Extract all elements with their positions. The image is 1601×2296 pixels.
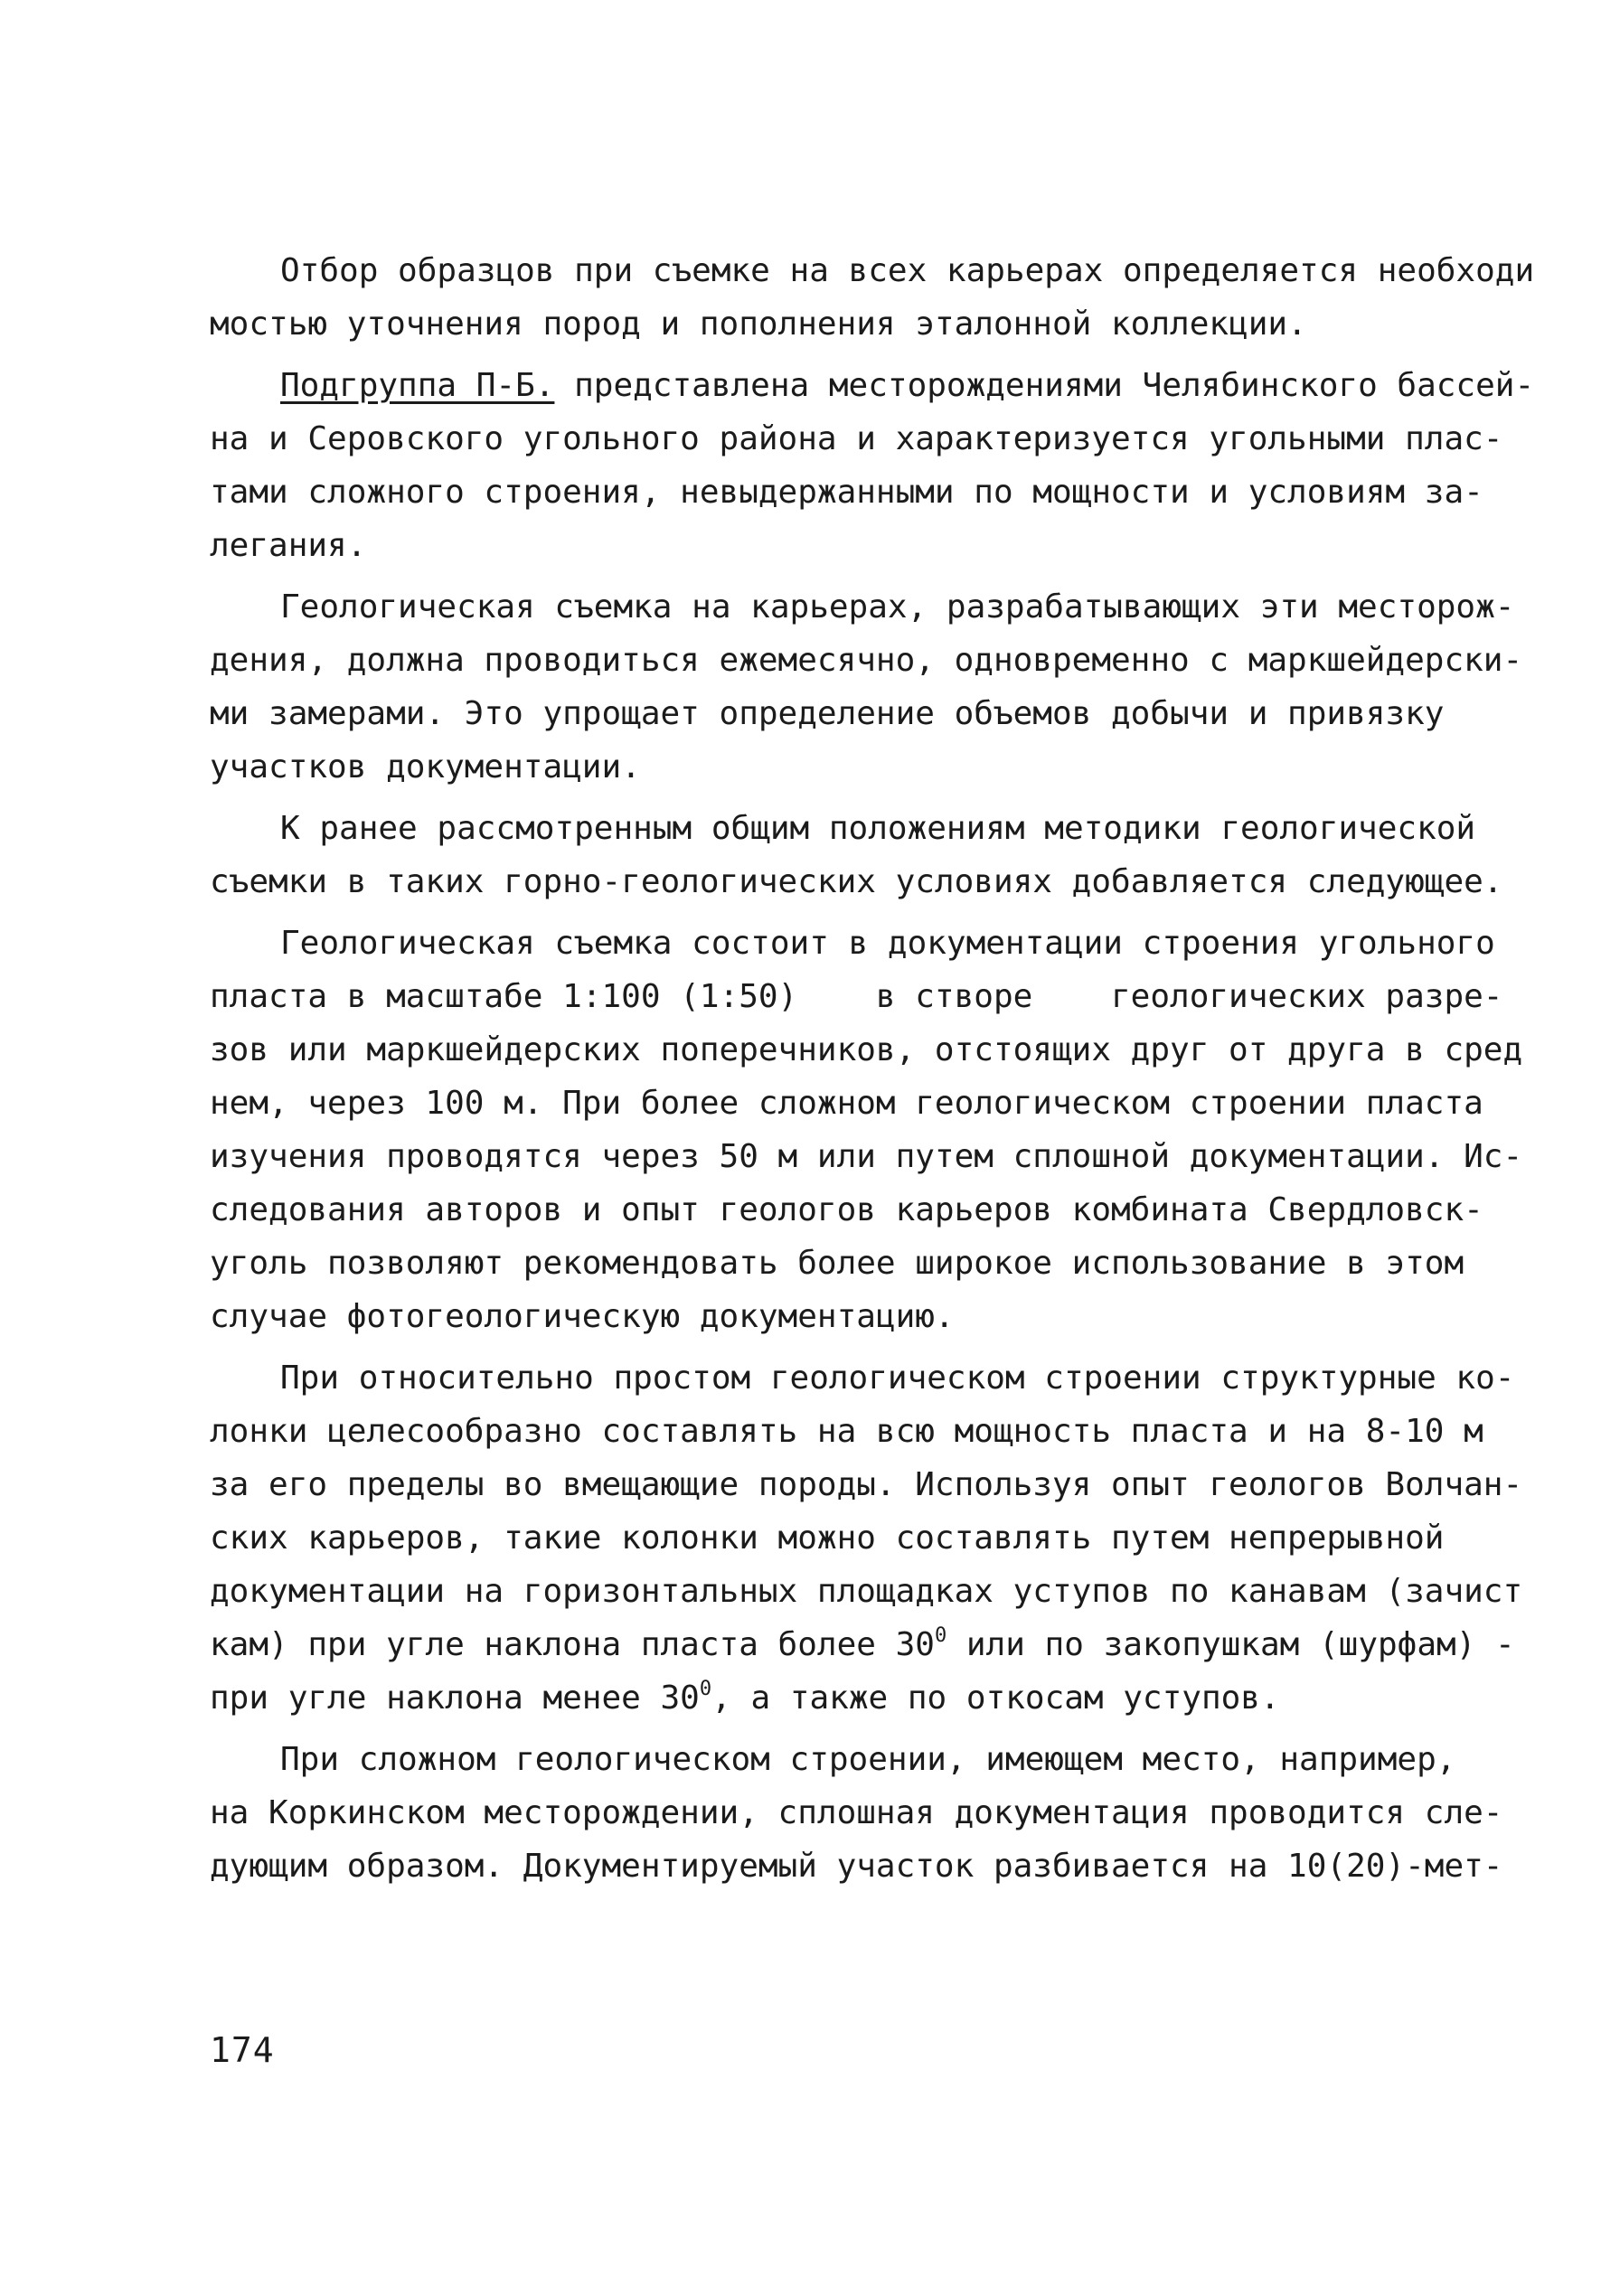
- paragraph-structural-columns: [210, 1351, 1523, 1725]
- text-line: на и Серовского угольного района и характеризуется угольными плас-: [210, 420, 1503, 457]
- text-line: дения, должна проводиться ежемесячно, одновременно с маркшейдерски-: [210, 642, 1523, 679]
- text-line: участков документации.: [210, 748, 641, 786]
- text-line: зов или маркшейдерских поперечников, отстоящих друг от друга в сред: [210, 1031, 1523, 1068]
- text-line: ских карьеров, такие колонки можно составлять путем непрерывной: [210, 1520, 1445, 1557]
- text-line: лонки целесообразно составлять на всю мощность пласта и на 8-10 м: [210, 1413, 1483, 1450]
- text-line: [210, 359, 1535, 412]
- text-line: При относительно простом геологическом строении структурные ко-: [280, 1360, 1515, 1397]
- text-fragment: или по закопушкам (шурфам) -: [946, 1626, 1515, 1663]
- text-line: уголь позволяют рекомендовать более широкое использование в этом: [210, 1245, 1464, 1282]
- body-text: [210, 244, 1535, 1893]
- text-line: Геологическая съемка состоит в документации строения угольного: [280, 925, 1495, 962]
- text-fragment: кам) при угле наклона пласта более 30: [210, 1626, 935, 1663]
- page-number: 174: [210, 2030, 275, 2070]
- text-line: случае фотогеологическую документацию.: [210, 1298, 955, 1335]
- subgroup-heading: Подгруппа П-Б.: [280, 367, 555, 404]
- text-line: [210, 1671, 1412, 1725]
- text-line: на Коркинском месторождении, сплошная документация проводится сле-: [210, 1794, 1503, 1831]
- text-line: следования авторов и опыт геологов карьеров комбината Свердловск-: [210, 1191, 1483, 1228]
- text-line: документации на горизонтальных площадках уступов по канавам (зачист: [210, 1573, 1523, 1610]
- text-line: дующим образом. Документируемый участок разбивается на 10(20)-мет-: [210, 1848, 1503, 1885]
- text-line: При сложном геологическом строении, имеющем место, например,: [280, 1741, 1456, 1778]
- text-line: нем, через 100 м. При более сложном геологическом строении пласта: [210, 1085, 1483, 1122]
- text-line: тами сложного строения, невыдержанными по мощности и условиям за-: [210, 474, 1483, 511]
- paragraph-documentation: [210, 917, 1523, 1343]
- text-line: за его пределы во вмещающие породы. Используя опыт геологов Волчан-: [210, 1466, 1523, 1503]
- text-line: съемки в таких горно-геологических условиях добавляется следующее.: [210, 863, 1503, 900]
- text-fragment: при угле наклона менее 30: [210, 1680, 700, 1717]
- text-fragment: представлена месторождениями Челябинского бассей-: [554, 367, 1535, 404]
- text-fragment: , а также по откосам уступов.: [711, 1680, 1280, 1717]
- text-line: К ранее рассмотренным общим положениям методики геологической: [280, 810, 1476, 847]
- text-line: [210, 1618, 1515, 1671]
- paragraph-subgroup: [210, 359, 1535, 572]
- text-line: пласта в масштабе 1:100 (1:50) в створе геологических разре-: [210, 978, 1503, 1015]
- paragraph-sampling: [210, 244, 1535, 351]
- paragraph-survey-frequency: [210, 580, 1523, 794]
- degree-superscript: 0: [699, 1678, 712, 1700]
- text-line: Геологическая съемка на карьерах, разрабатывающих эти месторож-: [280, 588, 1515, 626]
- degree-superscript: 0: [934, 1624, 947, 1647]
- paragraph-complex-structure: [210, 1733, 1503, 1893]
- text-line: изучения проводятся через 50 м или путем сплошной документации. Ис-: [210, 1138, 1523, 1175]
- text-line: мостью уточнения пород и пополнения эталонной коллекции.: [210, 306, 1307, 343]
- paragraph-methodology: [210, 802, 1503, 908]
- text-line: легания.: [210, 527, 367, 564]
- text-line: Отбор образцов при съемке на всех карьерах определяется необходи: [280, 252, 1535, 289]
- text-line: ми замерами. Это упрощает определение объемов добычи и привязку: [210, 695, 1445, 732]
